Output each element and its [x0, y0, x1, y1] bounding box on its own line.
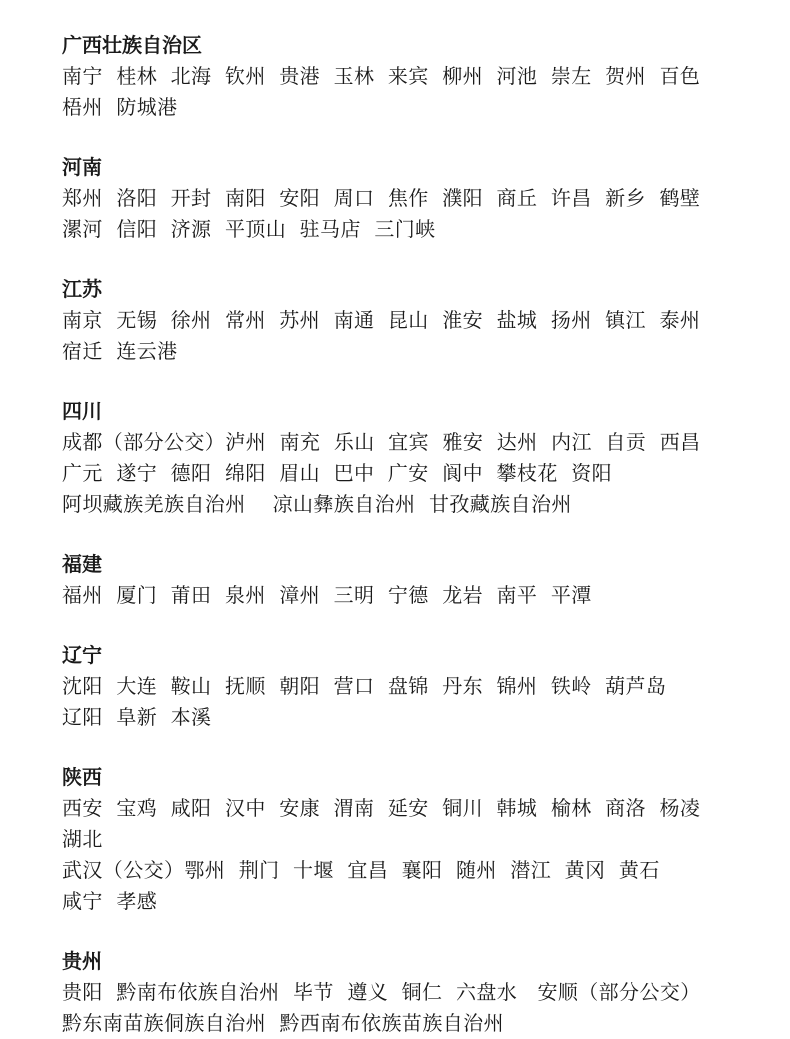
- section-guangxi: [62, 30, 762, 123]
- city-line: 咸宁 孝感: [62, 889, 158, 913]
- region-title: 辽宁: [62, 643, 102, 667]
- city-line: 南京 无锡 徐州 常州 苏州 南通 昆山 淮安 盐城 扬州 镇江 泰州: [62, 308, 701, 332]
- city-line: 辽阳 阜新 本溪: [62, 705, 212, 729]
- section-henan: [62, 152, 762, 245]
- section-fujian: [62, 549, 762, 611]
- region-title: 陕西: [62, 765, 102, 789]
- section-liaoning: [62, 640, 762, 733]
- region-title: 贵州: [62, 949, 102, 973]
- city-line: 福州 厦门 莆田 泉州 漳州 三明 宁德 龙岩 南平 平潭: [62, 583, 592, 607]
- city-line: 湖北: [62, 827, 103, 851]
- region-title: 广西壮族自治区: [62, 33, 202, 57]
- region-title: 福建: [62, 552, 102, 576]
- city-line: 黔东南苗族侗族自治州 黔西南布依族苗族自治州: [62, 1011, 504, 1035]
- region-title: 河南: [62, 155, 102, 179]
- region-title: 江苏: [62, 277, 102, 301]
- city-line: 阿坝藏族羌族自治州 凉山彝族自治州 甘孜藏族自治州: [62, 492, 572, 516]
- section-sichuan: [62, 396, 762, 520]
- city-line: 宿迁 连云港: [62, 339, 178, 363]
- city-line: 武汉（公交）鄂州 荆门 十堰 宜昌 襄阳 随州 潜江 黄冈 黄石: [62, 858, 660, 882]
- section-guizhou: [62, 946, 762, 1039]
- city-line: 梧州 防城港: [62, 95, 178, 119]
- city-line: 广元 遂宁 德阳 绵阳 眉山 巴中 广安 阆中 攀枝花 资阳: [62, 461, 613, 485]
- city-line: 西安 宝鸡 咸阳 汉中 安康 渭南 延安 铜川 韩城 榆林 商洛 杨凌: [62, 796, 701, 820]
- city-line: 南宁 桂林 北海 钦州 贵港 玉林 来宾 柳州 河池 崇左 贺州 百色: [62, 64, 701, 88]
- city-line: 贵阳 黔南布依族自治州 毕节 遵义 铜仁 六盘水 安顺（部分公交）: [62, 980, 701, 1004]
- city-line: 郑州 洛阳 开封 南阳 安阳 周口 焦作 濮阳 商丘 许昌 新乡 鹤壁: [62, 186, 701, 210]
- section-jiangsu: [62, 274, 762, 367]
- city-line: 沈阳 大连 鞍山 抚顺 朝阳 营口 盘锦 丹东 锦州 铁岭 葫芦岛: [62, 674, 667, 698]
- city-list-document: [62, 30, 762, 1039]
- city-line: 成都（部分公交）泸州 南充 乐山 宜宾 雅安 达州 内江 自贡 西昌: [62, 430, 701, 454]
- city-line: 漯河 信阳 济源 平顶山 驻马店 三门峡: [62, 217, 436, 241]
- region-title: 四川: [62, 399, 102, 423]
- section-shaanxi: [62, 762, 762, 917]
